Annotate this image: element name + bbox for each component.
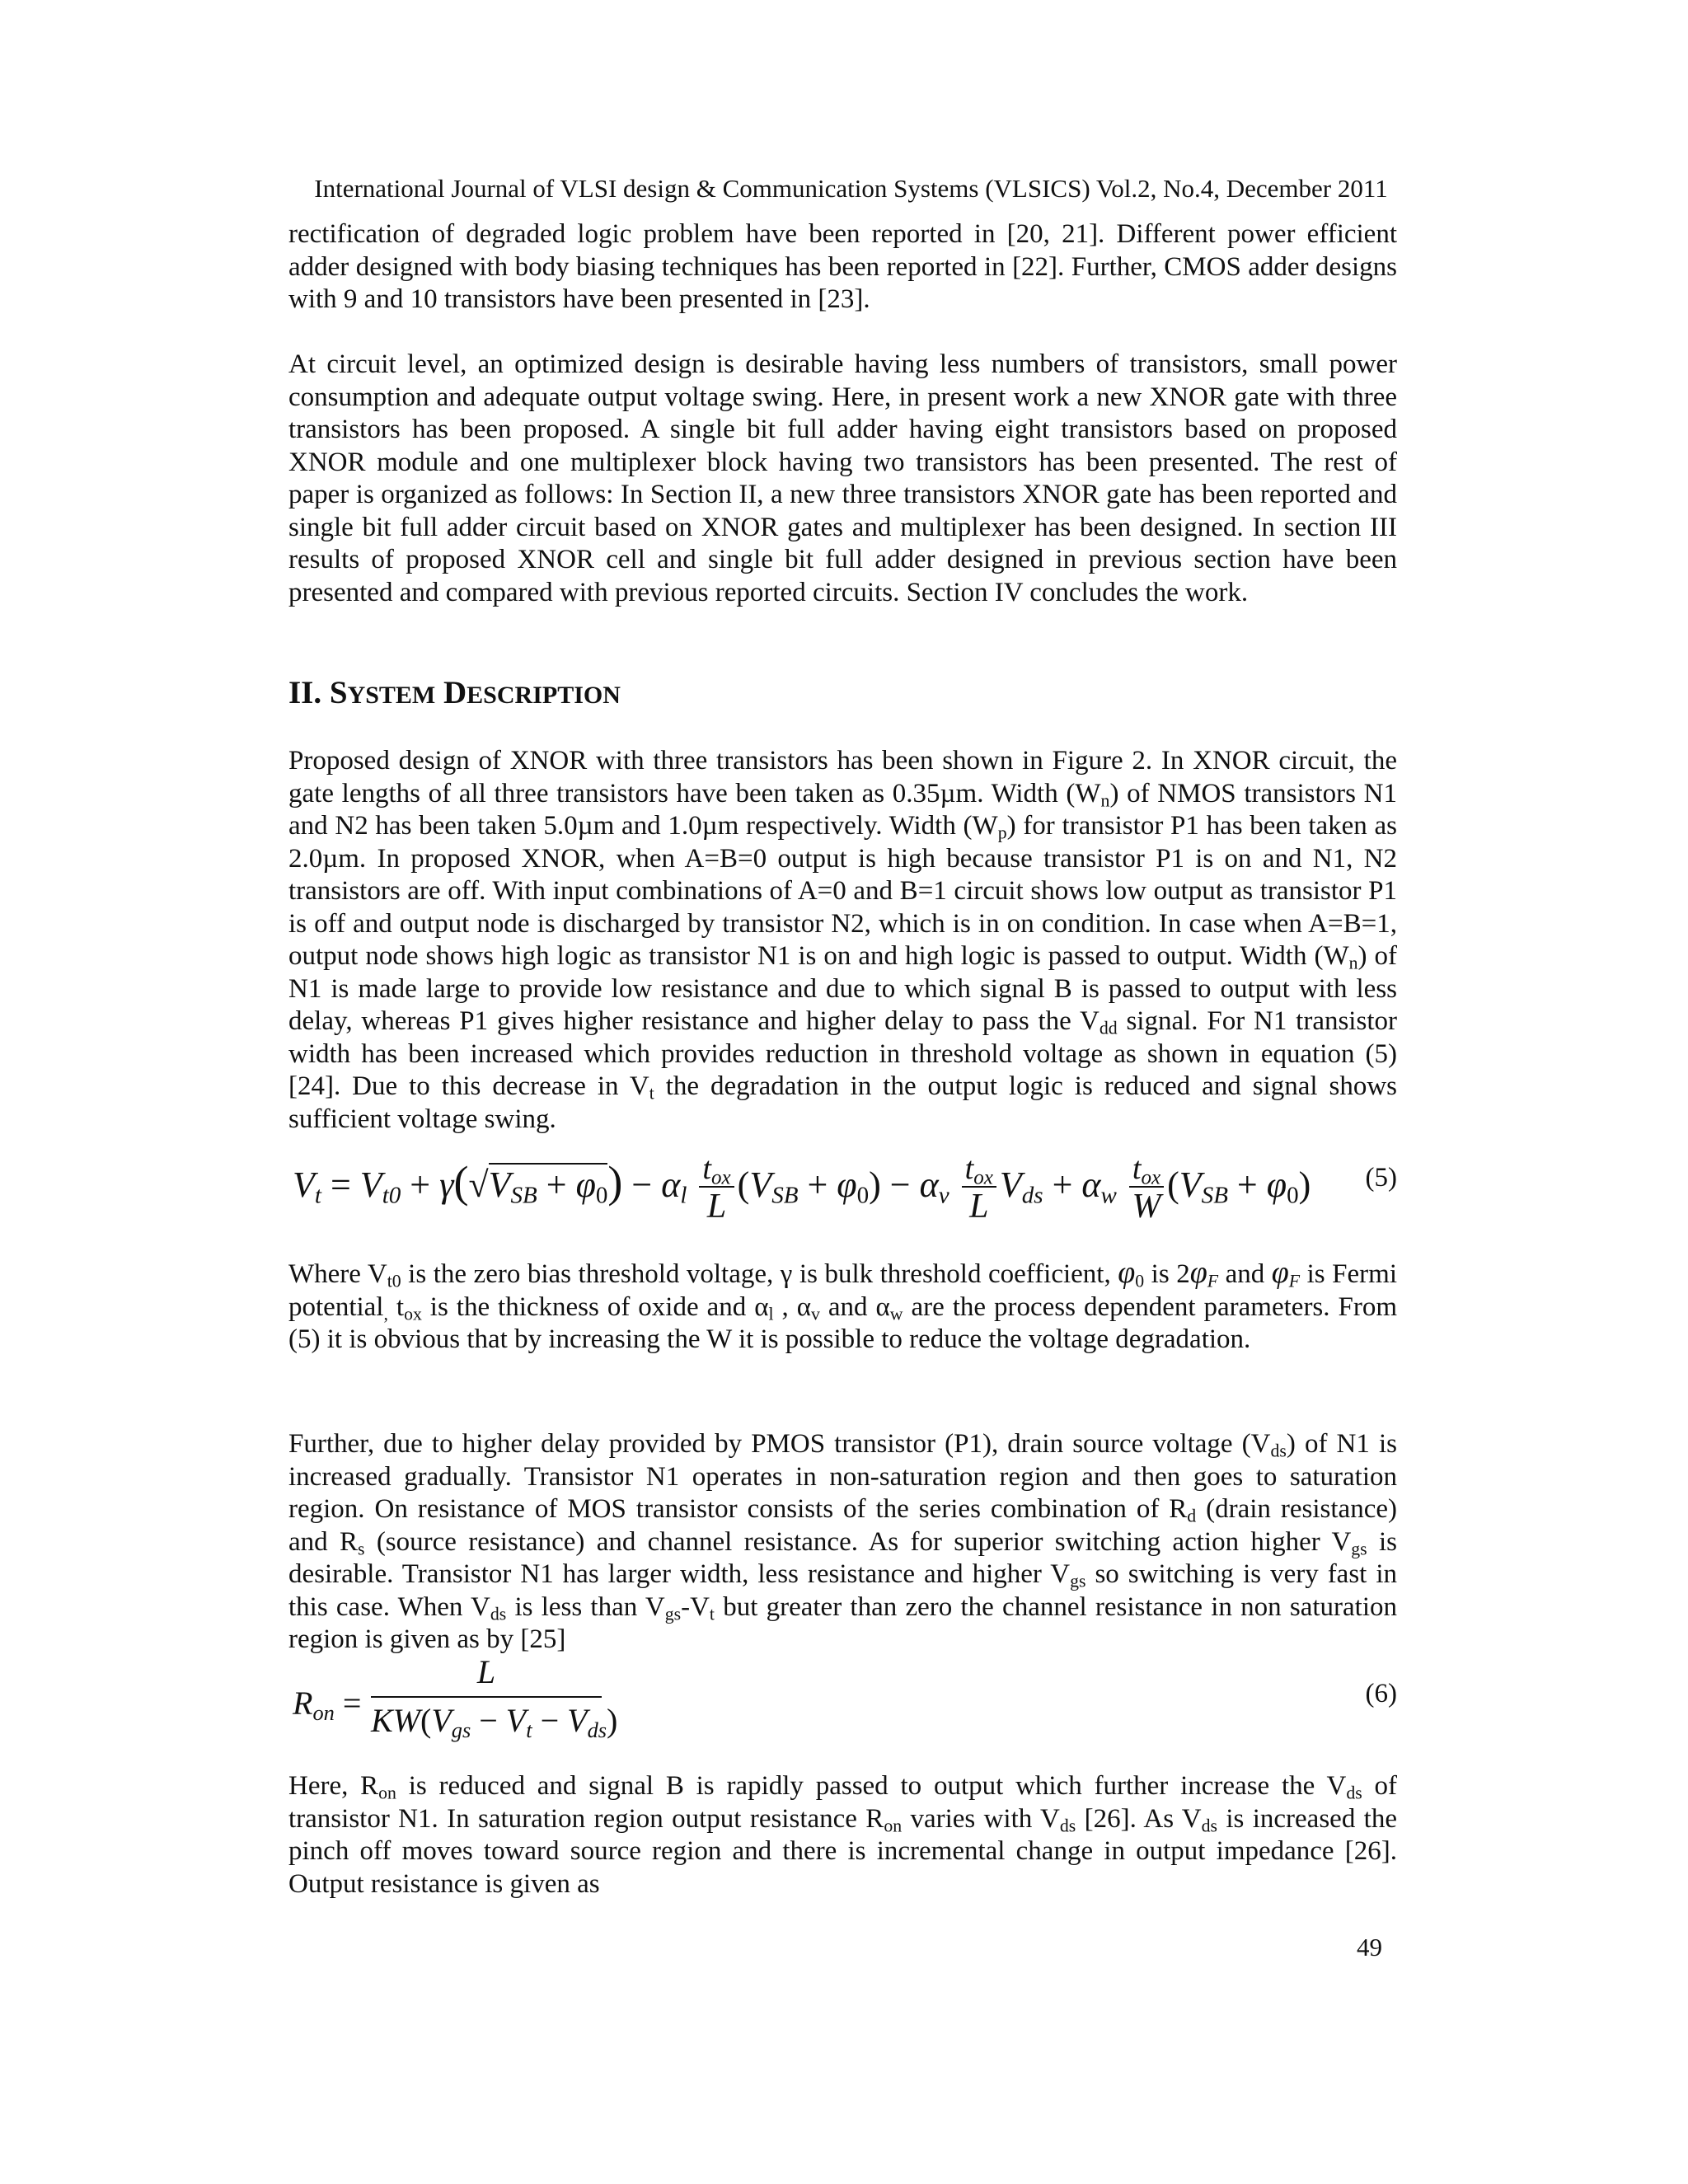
- paragraph-circuit-level: At circuit level, an optimized design is desirable having less numbers of transistors, small power consumption and adequate output voltage swing. Here, in present work a new XNOR gate with three transistors has been proposed. A single bit full adder having eight transistors based on proposed XNOR module and one multiplexer block having two transistors has been presented. The rest of paper is organized as follows: In Section II, a new three transistors XNOR gate has been reported and single bit full adder circuit based on XNOR gates and multiplexer has been designed. In section III results of proposed XNOR cell and single bit full adder designed in previous section have been presented and compared with previous reported circuits. Section IV concludes the work.: [288, 349, 1397, 607]
- paragraph-prior-work: rectification of degraded logic problem have been reported in [20, 21]. Different power efficient adder designed with body biasing techniques has been reported in [22]. Further, CMOS adder designs with 9 and 10 transistors have been presented in [23].: [288, 219, 1397, 314]
- page-number: 49: [1357, 1933, 1382, 1961]
- paragraph-system-description: Proposed design of XNOR with three transistors has been shown in Figure 2. In XNOR circuit, the gate lengths of all three transistors have been taken as 0.35µm. Width $(W_n)$ of NMOS transistors N1 and N2 has been taken 5.0µm and 1.0µm respectively. Width $(W_p)$ for transistor P1 has been taken as 2.0µm. In proposed XNOR, when A=B=0 output is high because transistor P1 is on and N1, N2 transistors are off. With input combinations of A=0 and B=1 circuit shows low output as transistor P1 is off and output node is discharged by transistor N2, which is in on condition. In case when A=B=1, output node shows high logic as transistor N1 is on and high logic is passed to output. Width $(W_n)$ of N1 is made large to provide low resistance and due to which signal B is passed to output with less delay, whereas P1 gives higher resistance and higher delay to pass the $V_{dd}$ signal. For N1 transistor width has been increased which provides reduction in threshold voltage as shown in equation (5) [24]. Due to this decrease in $V_t$ the degradation in the output logic is reduced and signal shows sufficient voltage swing.: [288, 746, 1398, 1134]
- equation-5: $V_t = V_{t0} + \gamma(√V_{SB} + \varphi_0) - \alpha_l$ $\frac{t_{ox}}{L}$ $(V_{SB} + \varphi_0) - \alpha_v$ $\frac{t_{ox}}{L}$ $V_{ds} + \alpha_w$ $\frac{t_{ox}}{W}$ $(V_{SB} + \varphi_0)$ (5): [293, 1151, 1397, 1226]
- paragraph-where-definitions: Where $V_{t0}$ is the zero bias threshold voltage, γ is bulk threshold coefficient, $\varphi_0$ is $2\varphi_F$ and $\varphi_F$ is Fermi potential$_,$ $t_{ox}$ is the thickness of oxide and $\alpha_l$ , $\alpha_v$ and $\alpha_w$ are the process dependent parameters. From (5) it is obvious that by increasing the W it is possible to reduce the voltage degradation.: [288, 1255, 1397, 1354]
- section-heading: II. SYSTEM DESCRIPTION: [288, 675, 621, 710]
- equation-5-number: (5): [1365, 1163, 1397, 1193]
- equation-6-number: (6): [1365, 1679, 1397, 1708]
- running-header: International Journal of VLSI design & Communication Systems (VLSICS) Vol.2, No.4, December 2011: [314, 174, 1388, 203]
- paragraph-pmos-delay: Further, due to higher delay provided by PMOS transistor (P1), drain source voltage $(V_{ds})$ of N1 is increased gradually. Transistor N1 operates in non-saturation region and then goes to saturation region. On resistance of MOS transistor consists of the series combination of $R_d$ (drain resistance) and $R_s$ (source resistance) and channel resistance. As for superior switching action higher $V_{gs}$ is desirable. Transistor N1 has larger width, less resistance and higher $V_{gs}$ so switching is very fast in this case. When $V_{ds}$ is less than $V_{gs}-V_t$ but greater than zero the channel resistance in non saturation region is given as by [25]: [288, 1429, 1397, 1654]
- equation-6: $R_{on}$ = L $KW(V_{gs} - V_t - V_{ds})$ (6): [293, 1653, 1397, 1742]
- paragraph-output-resistance: Here, $R_{on}$ is reduced and signal B is rapidly passed to output which further increase the $V_{ds}$ of transistor N1. In saturation region output resistance $R_{on}$ varies with $V_{ds}$ [26]. As $V_{ds}$ is increased the pinch off moves toward source region and there is incremental change in output impedance [26]. Output resistance is given as: [288, 1771, 1397, 1899]
